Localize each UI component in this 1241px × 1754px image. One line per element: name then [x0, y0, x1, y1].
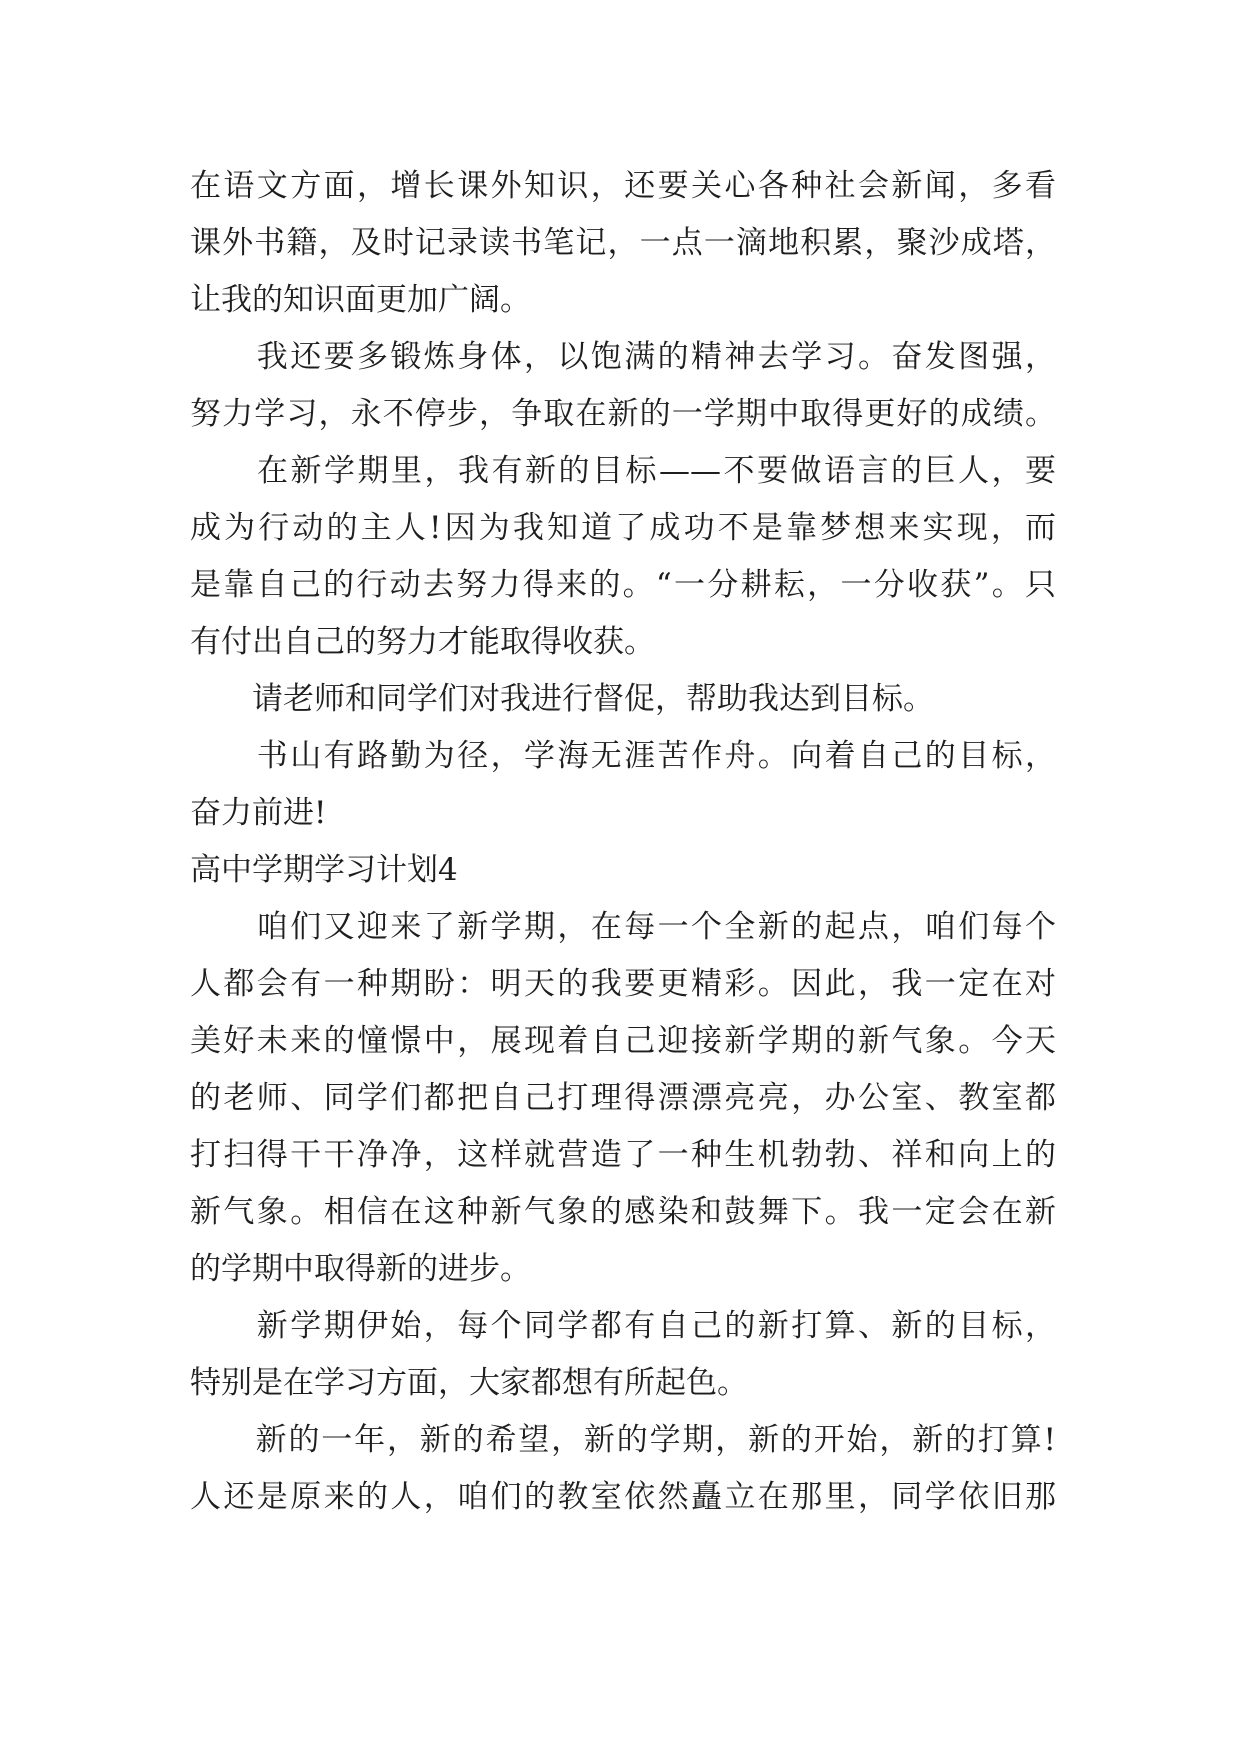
text-line-14: 咱们又迎来了新学期，在每一个全新的起点，咱们每个 — [190, 909, 1056, 945]
text-line-5: 努力学习，永不停步，争取在新的一学期中取得更好的成绩。 — [190, 396, 1056, 432]
text-line-23: 新的一年，新的希望，新的学期，新的开始，新的打算! — [190, 1422, 1056, 1458]
text-line-4: 我还要多锻炼身体，以饱满的精神去学习。奋发图强， — [190, 339, 1056, 375]
text-line-16: 美好未来的憧憬中，展现着自己迎接新学期的新气象。今天 — [190, 1023, 1056, 1059]
text-line-12: 奋力前进! — [190, 795, 327, 831]
text-line-11: 书山有路勤为径，学海无涯苦作舟。向着自己的目标， — [190, 738, 1056, 774]
text-line-1: 在语文方面，增长课外知识，还要关心各种社会新闻，多看 — [190, 168, 1056, 204]
text-line-24: 人还是原来的人，咱们的教室依然矗立在那里，同学依旧那 — [190, 1479, 1056, 1515]
text-line-21: 新学期伊始，每个同学都有自己的新打算、新的目标， — [190, 1308, 1056, 1344]
text-line-7: 成为行动的主人!因为我知道了成功不是靠梦想来实现，而 — [190, 510, 1056, 546]
text-line-2: 课外书籍，及时记录读书笔记，一点一滴地积累，聚沙成塔， — [190, 225, 1056, 261]
text-line-17: 的老师、同学们都把自己打理得漂漂亮亮，办公室、教室都 — [190, 1080, 1056, 1116]
text-line-10: 请老师和同学们对我进行督促，帮助我达到目标。 — [190, 681, 934, 717]
text-line-9: 有付出自己的努力才能取得收获。 — [190, 624, 655, 660]
text-line-15: 人都会有一种期盼：明天的我要更精彩。因此，我一定在对 — [190, 966, 1056, 1002]
text-line-19: 新气象。相信在这种新气象的感染和鼓舞下。我一定会在新 — [190, 1194, 1056, 1230]
section-heading: 高中学期学习计划4 — [190, 852, 458, 888]
text-line-20: 的学期中取得新的进步。 — [190, 1251, 531, 1287]
text-line-8: 是靠自己的行动去努力得来的。“一分耕耘，一分收获”。只 — [190, 567, 1056, 603]
text-line-22: 特别是在学习方面，大家都想有所起色。 — [190, 1365, 748, 1401]
text-line-18: 打扫得干干净净，这样就营造了一种生机勃勃、祥和向上的 — [190, 1137, 1056, 1173]
text-line-3: 让我的知识面更加广阔。 — [190, 282, 531, 318]
text-line-6: 在新学期里，我有新的目标——不要做语言的巨人，要 — [190, 453, 1056, 489]
